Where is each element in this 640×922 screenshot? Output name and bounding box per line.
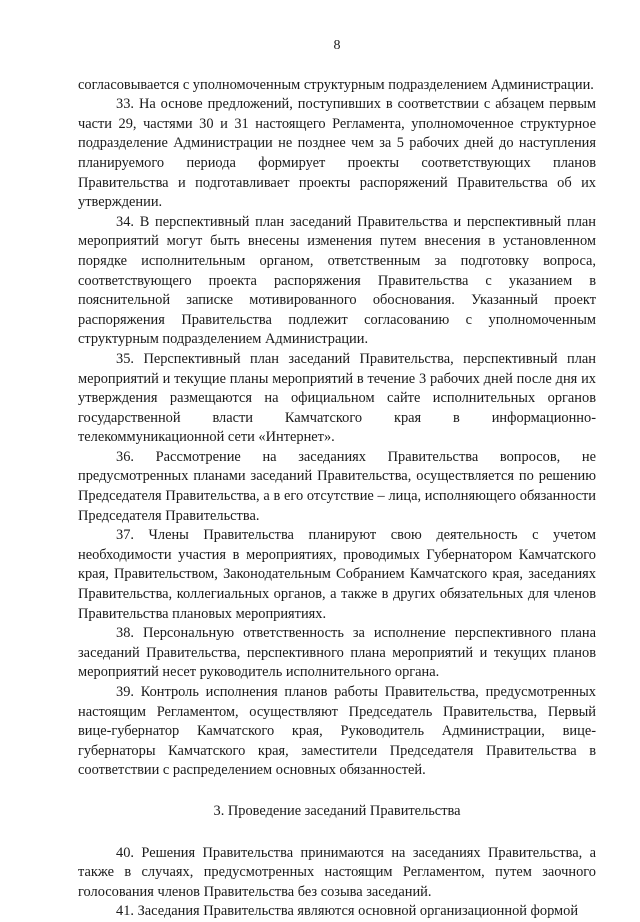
paragraph-35: 35. Перспективный план заседаний Правительства, перспективный план мероприятий и текущие планы мероприятий в течение 3 рабочих дней после дня их утверждения размещаются на официальном сайте исполнительных органов государственной власти Камчатского края в информационно-телекоммуникационной сети «Интернет». — [78, 350, 596, 446]
paragraph-40: 40. Решения Правительства принимаются на заседаниях Правительства, а также в случаях, предусмотренных настоящим Регламентом, путем заочного голосования членов Правительства без созыва заседаний. — [78, 844, 596, 900]
paragraph-41: 41. Заседания Правительства являются основной организационной формой — [116, 903, 579, 920]
paragraph-36: 36. Рассмотрение на заседаниях Правительства вопросов, не предусмотренных планами заседаний Правительства, осуществляется по решению Председателя Правительства, а в его отсутствие – лица, исполняющего обязанности Председателя Правительства. — [78, 448, 596, 524]
paragraph-continuation: согласовывается с уполномоченным структурным подразделением Администрации. — [78, 76, 594, 93]
paragraph-34: 34. В перспективный план заседаний Правительства и перспективный план мероприятий могут быть внесены изменения путем внесения в установленном порядке исполнительным органом, ответственным за подготовку вопроса, соответствующего проекта распоряжения Правительства с указанием в пояснительной записке мотивированного обоснования. Указанный проект распоряжения Правительства подлежит согласованию с уполномоченным структурным подразделением Администрации. — [78, 213, 596, 348]
page-number: 8 — [333, 38, 341, 53]
section-heading: 3. Проведение заседаний Правительства — [213, 802, 461, 819]
paragraph-33: 33. На основе предложений, поступивших в соответствии с абзацем первым части 29, частями 30 и 31 настоящего Регламента, уполномоченное структурное подразделение Администрации не позднее чем за 5 рабочих дней до наступления планируемого периода формирует проекты соответствующих планов Правительства и подготавливает проекты распоряжений Правительства об их утверждении. — [78, 96, 596, 211]
paragraph-37: 37. Члены Правительства планируют свою деятельность с учетом необходимости участия в мероприятиях, проводимых Губернатором Камчатского края, Правительством, Законодательным Собранием Камчатского края, заседаниях Правительства, коллегиальных органов, а также в других обязательных для членов Правительства плановых мероприятиях. — [78, 527, 596, 622]
paragraph-39: 39. Контроль исполнения планов работы Правительства, предусмотренных настоящим Регламентом, осуществляют Председатель Правительства, Первый вице-губернатор Камчатского края, Руководитель Администрации, вице-губернаторы Камчатского края, заместители Председателя Правительства в соответствии с распределением основных обязанностей. — [78, 684, 596, 779]
paragraph-38: 38. Персональную ответственность за исполнение перспективного плана заседаний Правительства, перспективного плана мероприятий и текущих планов мероприятий несет руководитель исполнительного органа. — [78, 625, 596, 681]
